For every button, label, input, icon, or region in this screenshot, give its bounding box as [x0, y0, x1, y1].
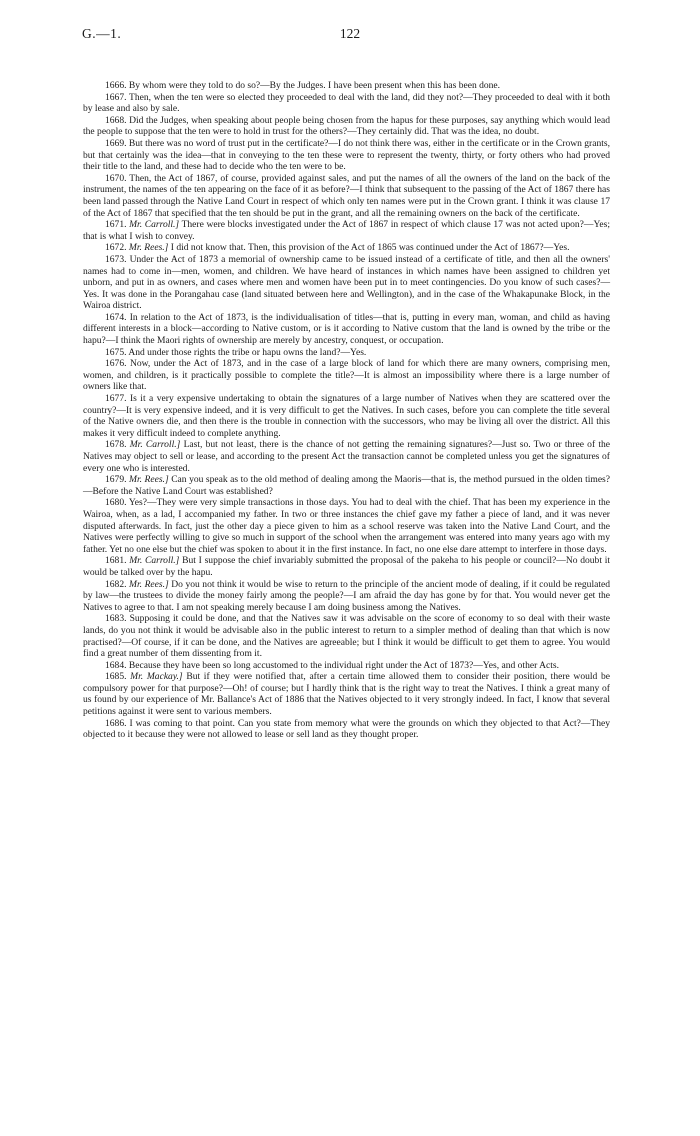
- question-number: 1666.: [105, 80, 127, 91]
- paragraph-text: Is it a very expensive undertaking to obtain the signatures of a large number of Natives when they are scattered over the country?—It is very expensive indeed, and it is very difficult to get the Natives. In such cases, before you can complete the title several of the Native owners die, and then there is the trouble in connection with the successors, who may be living all over the district. All this makes it very difficult indeed to complete anything.: [83, 393, 611, 439]
- testimony-paragraph: [83, 80, 610, 92]
- page-number: 122: [339, 26, 361, 41]
- question-number: 1670.: [105, 172, 127, 184]
- paragraph-text: I did not know that. Then, this provision of the Act of 1865 was continued under the Act of 1867?—Yes.: [170, 242, 570, 254]
- testimony-paragraph: [83, 115, 610, 138]
- section-code: G.—1.: [82, 26, 122, 41]
- testimony-paragraph: [83, 555, 610, 578]
- question-number: 1679.: [105, 474, 127, 486]
- question-number: 1667.: [105, 91, 127, 103]
- question-number: 1675.: [105, 346, 127, 358]
- question-number: 1669.: [105, 137, 127, 149]
- speaker-name: Mr. Rees.]: [128, 242, 169, 254]
- speaker-name: Mr. Carroll.]: [129, 555, 180, 567]
- paragraph-text: Can you speak as to the old method of dealing among the Maoris—that is, the method pursued in the olden times?—Before the Native Land Court was established?: [83, 474, 611, 497]
- speaker-name: Mr. Carroll.]: [129, 219, 180, 231]
- testimony-paragraph: [83, 474, 610, 497]
- testimony-paragraph: [83, 173, 610, 219]
- paragraph-text: But if they were notified that, after a certain time allowed them to consider their position, there would be compulsory power for that purpose?—Oh! of course; but I hardly think that is the right way to treat the Natives. I think a great many of us found by our experience of Mr. Ballance's Act of 1886 that the Natives objected to it very strongly indeed. In fact, I know that several petitions against it were sent to various members.: [83, 671, 610, 718]
- testimony-paragraph: [83, 718, 610, 741]
- question-number: 1678.: [105, 439, 127, 451]
- question-number: 1676.: [105, 358, 127, 370]
- paragraph-text: And under those rights the tribe or hapu owns the land?—Yes.: [128, 346, 367, 358]
- question-number: 1681.: [105, 555, 127, 567]
- testimony-paragraph: [83, 439, 610, 474]
- question-number: 1680.: [105, 497, 127, 509]
- testimony-paragraph: [83, 138, 610, 173]
- paragraph-text: But I suppose the chief invariably submitted the proposal of the pakeha to his people or council?—No doubt it would be talked over by the hapu.: [83, 555, 611, 578]
- page-header: [0, 26, 700, 46]
- paragraph-text: Because they have been so long accustomed to the individual right under the Act of 1873?—Yes, and other Acts.: [128, 659, 560, 671]
- question-number: 1682.: [105, 578, 127, 590]
- question-number: 1683.: [105, 613, 127, 625]
- testimony-paragraph: [83, 358, 610, 393]
- paragraph-text: Did the Judges, when speaking about people being chosen from the hapus for these purposes, say anything which would lead the people to suppose that the ten were to hold in trust for the others?—They certainly did. That was the idea, no doubt.: [83, 114, 610, 138]
- question-number: 1673.: [105, 253, 127, 265]
- speaker-name: Mr. Rees.]: [129, 578, 169, 590]
- paragraph-text: Now, under the Act of 1873, and in the case of a large block of land for which there are many owners, comprising men, women, and children, is it practically possible to complete the title?—It is almost an impossibility where there is a large number of owners like that.: [83, 358, 610, 393]
- paragraph-text: Then, when the ten were so elected they proceeded to deal with the land, did they not?—They proceeded to deal with it both by lease and also by sale.: [83, 91, 611, 115]
- testimony-paragraph: [83, 579, 610, 614]
- question-number: 1668.: [105, 114, 127, 126]
- document-body: [83, 80, 610, 741]
- paragraph-text: Under the Act of 1873 a memorial of ownership came to be issued instead of a certificate of title, and then all the owners' names had to come in—men, women, and children. We have heard of instances in which names have been assigned to children yet unborn, and put in as owners, and cases where men and women have been put in to meet contingencies. Do you know of such cases?—Yes. It was done in the Porangahau case (land situated between here and Wellington), and in the case of the Whakapunake Block, in the Wairoa district.: [83, 253, 610, 312]
- paragraph-text: There were blocks investigated under the Act of 1867 in respect of which clause 17 was not acted upon?—Yes; that is what I wish to convey.: [83, 219, 611, 242]
- testimony-paragraph: [83, 393, 610, 439]
- question-number: 1672.: [105, 242, 127, 254]
- paragraph-text: Supposing it could be done, and that the Natives saw it was advisable on the score of economy to so deal with their waste lands, do you not think it would be advisable also in the public interest to return to a simpler method of dealing than that which is now practised?—Of course, if it can be done, and the Natives are agreeable; but I think it would be difficult to get them to agree. You would find a great number of them dissenting from it.: [83, 613, 610, 660]
- paragraph-text: I was coming to that point. Can you state from memory what were the grounds on which they objected to that Act?—They objected to it because they were not allowed to lease or sell land as they thought proper.: [83, 717, 610, 741]
- testimony-paragraph: [83, 242, 610, 254]
- speaker-name: Mr. Mackay.]: [130, 671, 183, 683]
- question-number: 1674.: [105, 311, 127, 323]
- paragraph-text: Last, but not least, there is the chance of not getting the remaining signatures?—Just so. Two or three of the Natives may object to sell or lease, and according to the present Act the transaction cannot be completed unless you get the signatures of every one who is interested.: [83, 439, 611, 474]
- testimony-paragraph: [83, 219, 610, 242]
- speaker-name: Mr. Rees.]: [129, 474, 169, 486]
- testimony-paragraph: [83, 254, 610, 312]
- paragraph-text: Yes?—They were very simple transactions in those days. You had to deal with the chief. That has been my experience in the Wairoa, when, as a lad, I accompanied my father. In two or three instances the chief gave my father a piece of land, and it was never disputed afterwards. In fact, just the other day a piece given to him as a school reserve was taken into the Native Land Court, and the Natives were perfectly willing to give so much in support of the school when the arrangement was entered into many years ago with my father. Yet no one else but the chief was spoken to about it in the first instance. In fact, no one else dare attempt to interfere in those days.: [83, 497, 610, 555]
- testimony-paragraph: [83, 660, 610, 672]
- question-number: 1671.: [105, 219, 127, 231]
- question-number: 1684.: [105, 659, 127, 671]
- paragraph-text: Do you not think it would be wise to return to the principle of the ancient mode of dealing, if it could be regulated by law—the trustees to divide the money fairly among the people?—I am afraid the day has gone by for that. You would never get the Natives to agree to that. I am not speaking merely because I am doing business among the Natives.: [83, 578, 610, 613]
- testimony-paragraph: [83, 312, 610, 347]
- speaker-name: Mr. Carroll.]: [129, 439, 181, 451]
- testimony-paragraph: [83, 92, 610, 115]
- testimony-paragraph: [83, 671, 610, 717]
- testimony-paragraph: [83, 347, 610, 359]
- paragraph-text: But there was no word of trust put in the certificate?—I do not think there was, either in the certificate or in the Crown grants, but that certainly was the idea—that in conveying to the ten these were to represent the twenty, thirty, or forty others who had proved their title to the land, and these had to decide who the ten were to be.: [83, 137, 610, 173]
- question-number: 1686.: [105, 717, 127, 729]
- paragraph-text: By whom were they told to do so?—By the Judges. I have been present when this has been done.: [128, 80, 501, 91]
- question-number: 1677.: [105, 393, 127, 405]
- paragraph-text: In relation to the Act of 1873, is the individualisation of titles—that is, putting in every man, woman, and child as having different interests in a block—according to Native custom, or is it according to Native custom that the land is owned by the tribe or the hapu?—I think the Maori rights of ownership are merely by ancestry, conquest, or occupation.: [83, 311, 610, 347]
- testimony-paragraph: [83, 497, 610, 555]
- testimony-paragraph: [83, 613, 610, 659]
- paragraph-text: Then, the Act of 1867, of course, provided against sales, and put the names of all the owners of the land on the back of the instrument, the names of the ten appearing on the face of it as before?—I think that subsequent to the passing of the Act of 1867 there has been land passed through the Native Land Court in respect of which only ten names were put in the Crown grant. I think it was clause 17 of the Act of 1867 that specified that the ten should be put in the grant, and all the remaining owners on the back of the certificate.: [83, 172, 611, 219]
- question-number: 1685.: [105, 671, 127, 683]
